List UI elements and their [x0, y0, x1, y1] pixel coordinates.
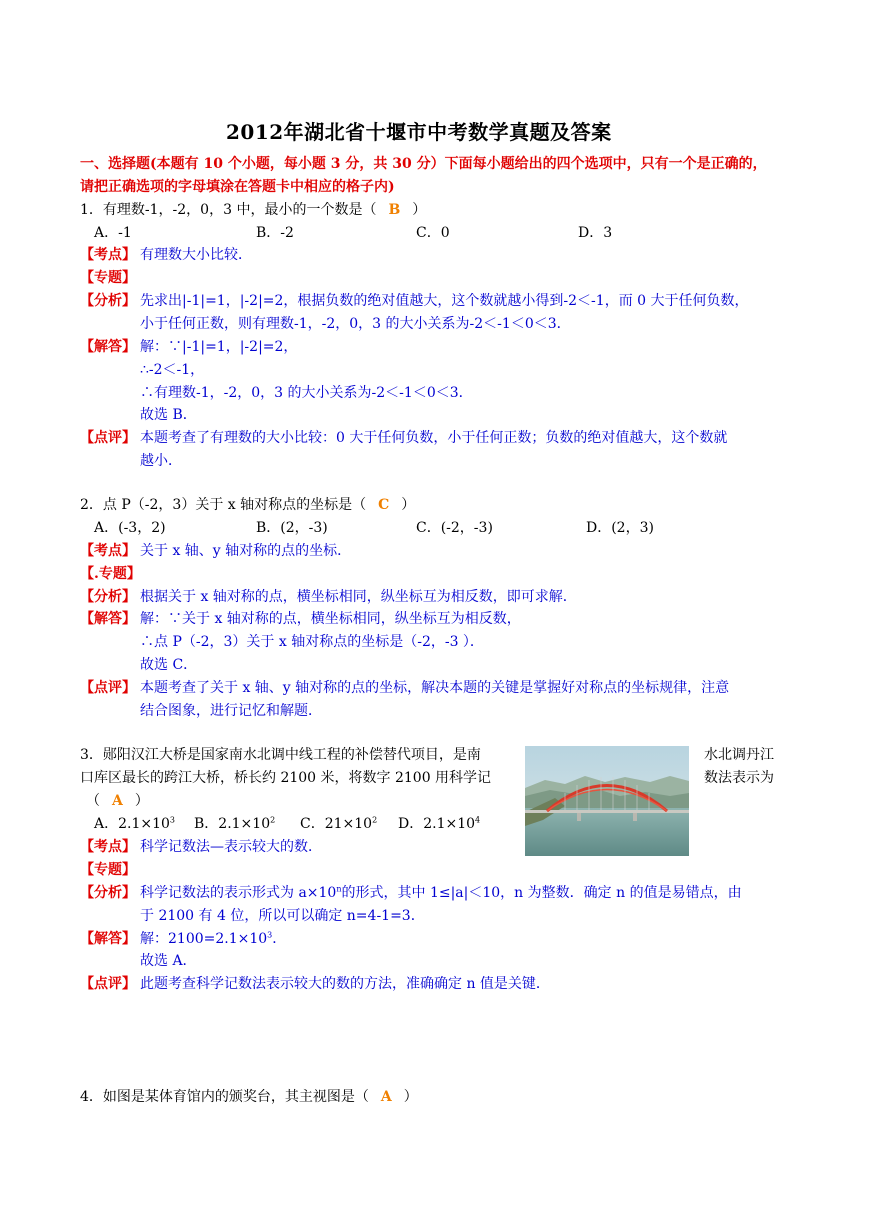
q2-jieda-line3: 故选 C． — [140, 657, 198, 673]
q1-kaodian: 有理数大小比较． — [140, 247, 252, 263]
q3-fenxi-line1: 科学记数法的表示形式为 $a\times 10^n$的形式，其中 1≤|a|＜10，n 为整数．确定 n 的值是易错点，由 — [140, 884, 742, 901]
q3-answer-line: （ A ） — [86, 793, 149, 809]
q1-option-b: B．-2 — [256, 225, 294, 241]
q3-stem-line1-right: 水北调丹江 — [704, 747, 774, 763]
q2-option-d: D．(2，3) — [586, 520, 654, 536]
q2-jieda-tag: 【解答】 — [80, 611, 136, 627]
q3-option-c: C．$21\times 10^2$ — [300, 815, 378, 832]
q3-stem-line2-left: 口库区最长的跨江大桥，桥长约 2100 米，将数字 2100 用科学记 — [80, 770, 492, 786]
q2-zhuanti-tag: 【.专题】 — [80, 566, 141, 582]
q1-jieda-line1: 解：∵|-1|=1，|-2|=2， — [140, 339, 298, 355]
question-2-answer: C — [378, 497, 390, 513]
q3-zhuanti-tag: 【专题】 — [80, 862, 136, 878]
q3-option-b: B．$2.1\times 10^2$ — [194, 815, 276, 832]
q3-kaodian: 科学记数法—表示较大的数． — [140, 839, 322, 855]
q1-option-c: C．0 — [416, 225, 450, 241]
q2-dianping-tag: 【点评】 — [80, 680, 136, 696]
bridge-photo-graphic — [525, 746, 689, 856]
question-1-answer: B — [388, 202, 401, 218]
q2-kaodian: 关于 x 轴、y 轴对称的点的坐标． — [140, 543, 352, 559]
q1-fenxi-line1: 先求出|-1|=1，|-2|=2，根据负数的绝对值越大，这个数就越小得到-2＜-1，而 0 大于任何负数， — [140, 293, 749, 309]
question-1-stem: 1．有理数-1，-2，0，3 中，最小的一个数是（ B ） — [80, 202, 427, 218]
q1-dianping-line1: 本题考查了有理数的大小比较：0 大于任何负数，小于任何正数；负数的绝对值越大，这个数就 — [140, 430, 728, 446]
q3-dianping: 此题考查科学记数法表示较大的数的方法，准确确定 n 值是关键． — [140, 976, 550, 992]
q2-dianping-line1: 本题考查了关于 x 轴、y 轴对称的点的坐标，解决本题的关键是掌握好对称点的坐标规律，注意 — [140, 680, 730, 696]
bridge-photo — [525, 746, 689, 856]
question-2-stem: 2．点 P（-2，3）关于 x 轴对称点的坐标是（ C ） — [80, 497, 416, 513]
q3-jieda-line2: 故选 A． — [140, 953, 197, 969]
q3-stem-line2-right: 数法表示为 — [704, 770, 774, 786]
q1-jieda-line2: ∴-2＜-1， — [140, 362, 205, 378]
q1-fenxi-line2: 小于任何正数，则有理数-1，-2，0，3 的大小关系为-2＜-1＜0＜3． — [140, 316, 571, 332]
q1-fenxi-tag: 【分析】 — [80, 293, 136, 309]
q2-dianping-line2: 结合图象，进行记忆和解题． — [140, 703, 322, 719]
q1-jieda-line4: 故选 B． — [140, 407, 197, 423]
q1-option-a: A．-1 — [94, 225, 132, 241]
section-heading-line1: 一、选择题(本题有 10 个小题，每小题 3 分，共 30 分）下面每小题给出的四个选项中，只有一个是正确的， — [80, 156, 767, 172]
q2-option-a: A．(-3，2) — [94, 520, 166, 536]
q3-jieda-line1: 解：$2100=2.1\times 10^3$． — [140, 930, 287, 947]
q2-option-c: C．(-2，-3) — [416, 520, 493, 536]
q2-jieda-line2: ∴点 P（-2，3）关于 x 轴对称点的坐标是（-2，-3 ）． — [140, 634, 484, 650]
q1-kaodian-tag: 【考点】 — [80, 247, 136, 263]
q1-dianping-tag: 【点评】 — [80, 430, 136, 446]
q1-jieda-line3: ∴有理数-1，-2，0，3 的大小关系为-2＜-1＜0＜3． — [140, 385, 473, 401]
q3-option-d: D．$2.1\times 10^4$ — [398, 815, 481, 832]
page-title: 2012年湖北省十堰市中考数学真题及答案 — [226, 120, 612, 144]
q2-jieda-line1: 解：∵关于 x 轴对称的点，横坐标相同，纵坐标互为相反数， — [140, 611, 521, 627]
q2-option-b: B．(2，-3) — [256, 520, 328, 536]
question-4-answer: A — [380, 1089, 392, 1105]
q2-fenxi-tag: 【分析】 — [80, 589, 136, 605]
q3-dianping-tag: 【点评】 — [80, 976, 136, 992]
q1-option-d: D．3 — [578, 225, 613, 241]
q3-fenxi-line2: 于 2100 有 4 位，所以可以确定 n=4-1=3． — [140, 908, 425, 924]
question-3-answer: A — [112, 793, 123, 809]
q2-kaodian-tag: 【考点】 — [80, 543, 136, 559]
q3-kaodian-tag: 【考点】 — [80, 839, 136, 855]
q2-fenxi: 根据关于 x 轴对称的点，横坐标相同，纵坐标互为相反数，即可求解． — [140, 589, 577, 605]
q3-jieda-tag: 【解答】 — [80, 931, 136, 947]
q3-fenxi-tag: 【分析】 — [80, 885, 136, 901]
q1-zhuanti-tag: 【专题】 — [80, 270, 136, 286]
question-4-stem: 4．如图是某体育馆内的颁奖台，其主视图是（ A ） — [80, 1089, 418, 1105]
section-heading-line2: 请把正确选项的字母填涂在答题卡中相应的格子内) — [80, 179, 395, 195]
q3-option-a: A．$2.1\times 10^3$ — [94, 815, 176, 832]
q3-stem-line1-left: 3．郧阳汉江大桥是国家南水北调中线工程的补偿替代项目，是南 — [80, 747, 481, 763]
q1-dianping-line2: 越小． — [140, 453, 182, 469]
q1-jieda-tag: 【解答】 — [80, 339, 136, 355]
